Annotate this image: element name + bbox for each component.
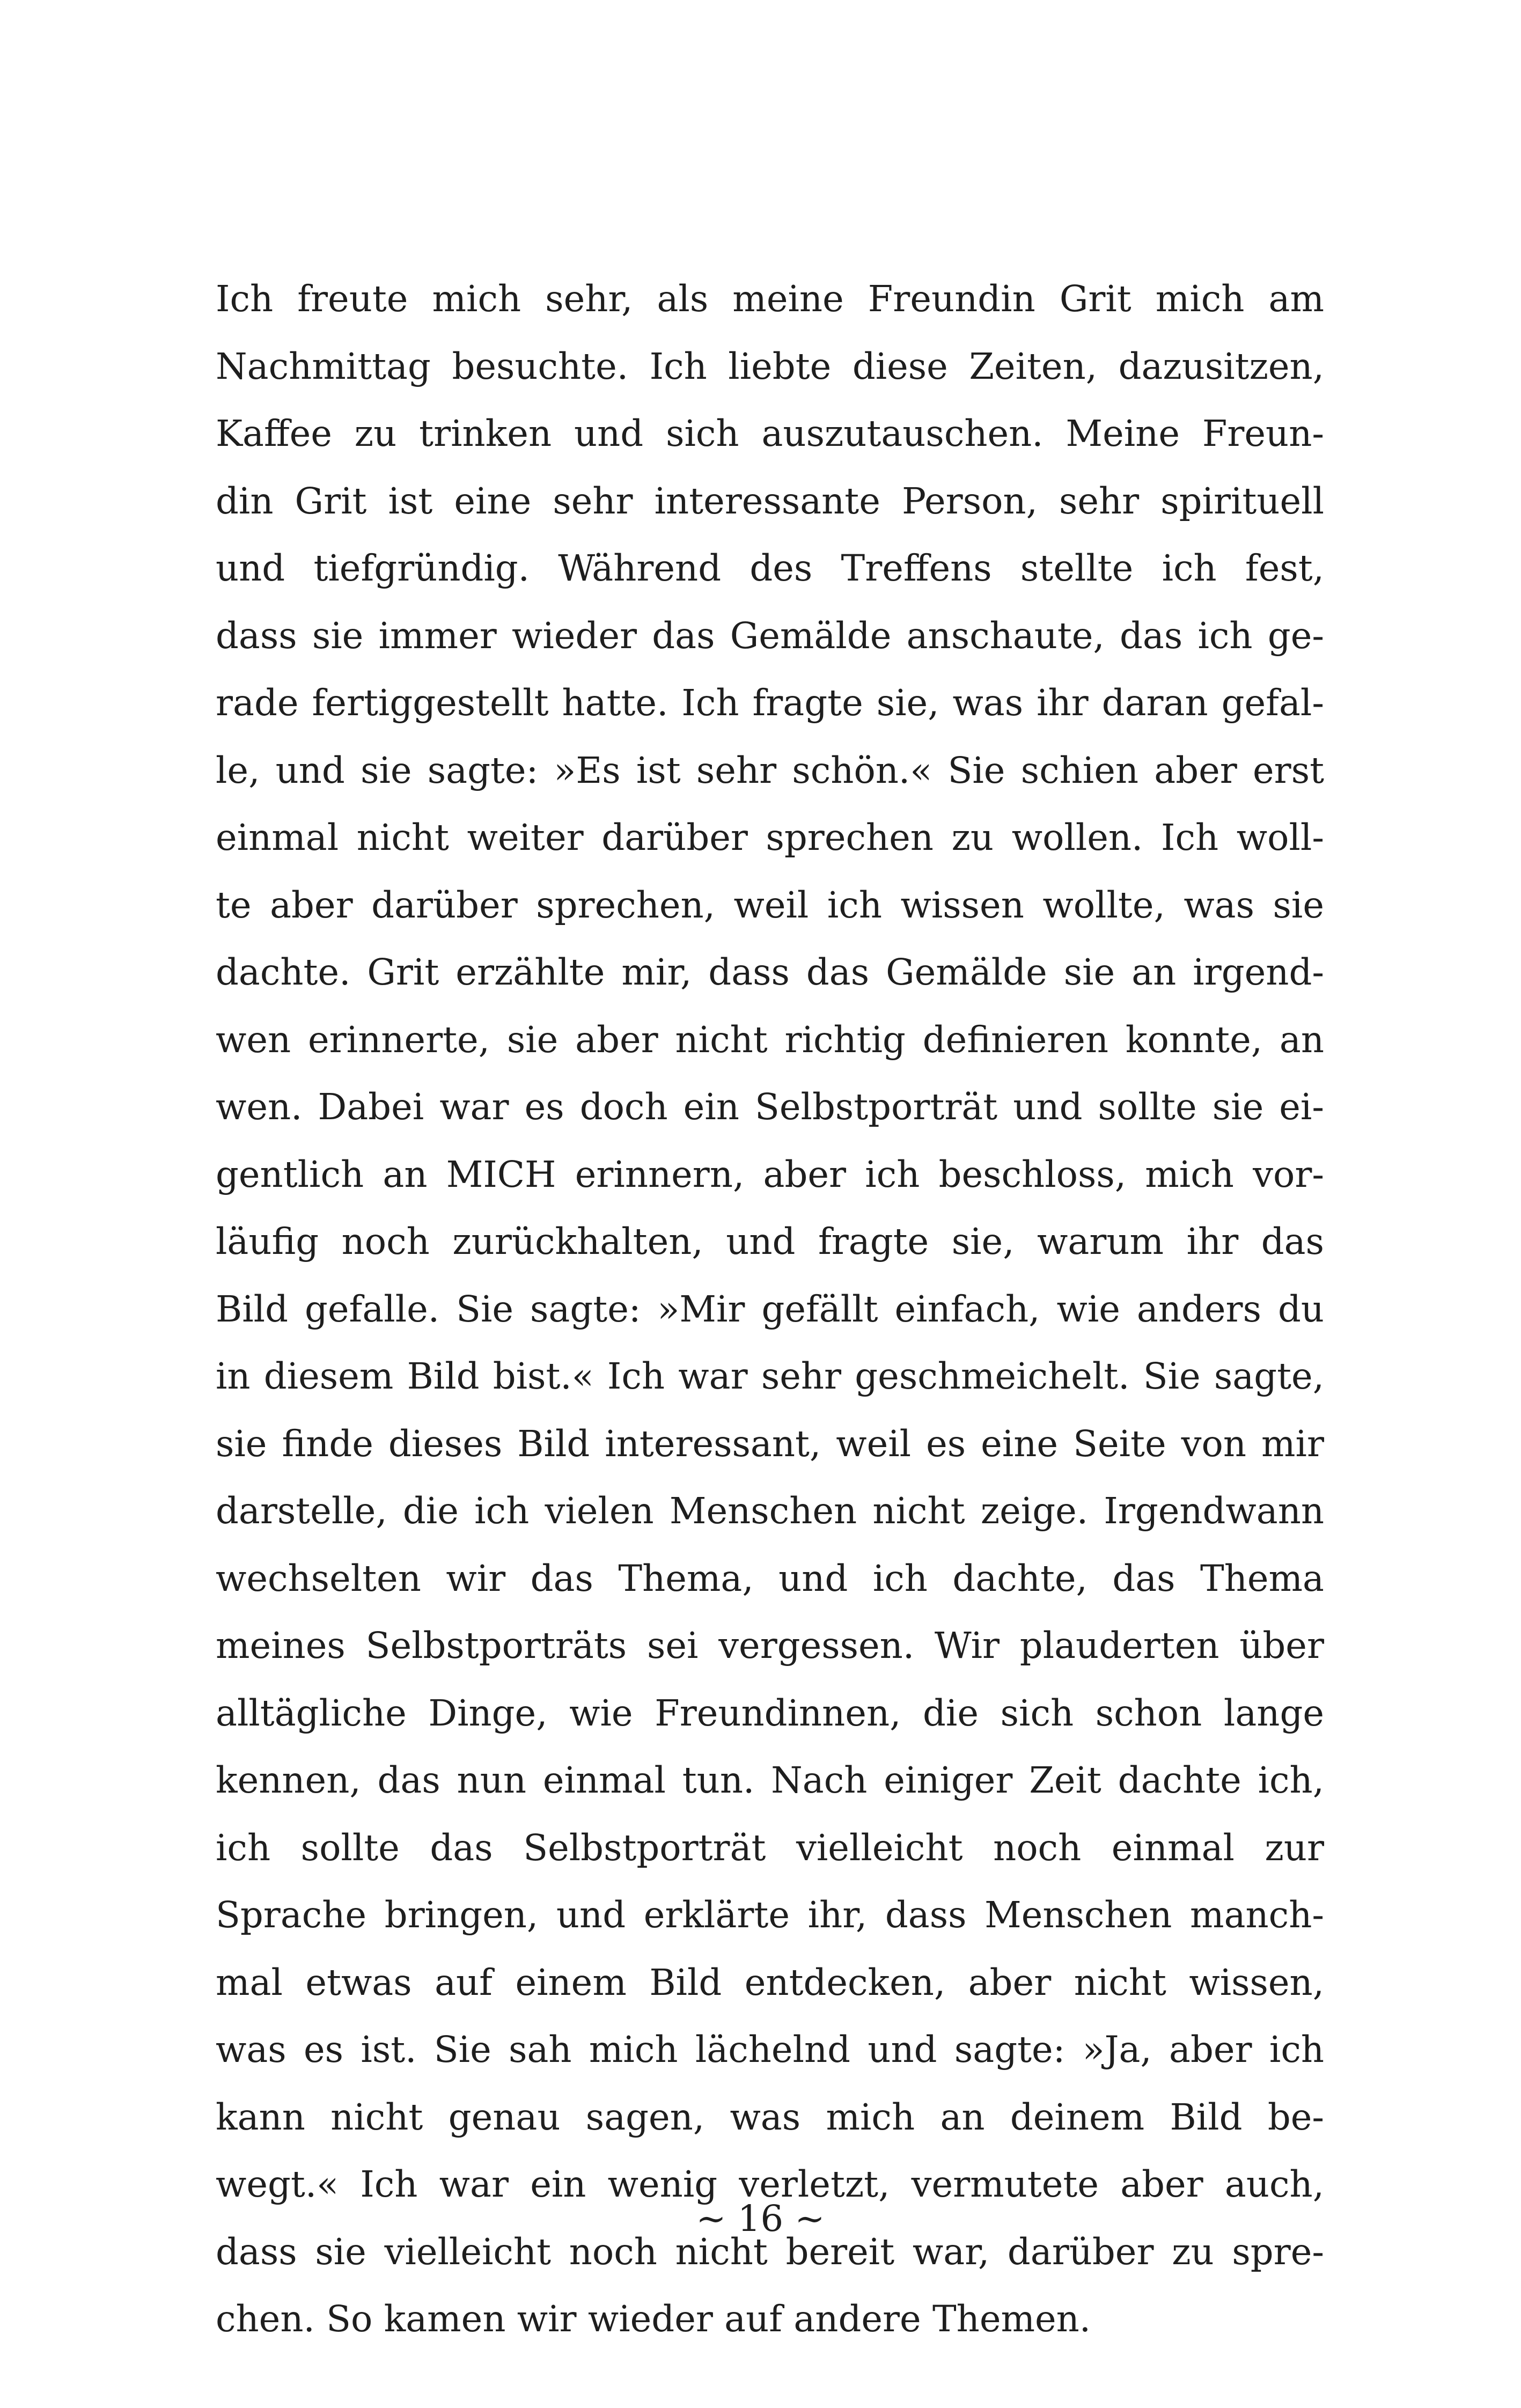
text-line: dachte. Grit erzählte mir, dass das Gemälde sie an irgend- — [216, 951, 1324, 993]
text-line: kennen, das nun einmal tun. Nach einiger Zeit dachte ich, — [216, 1759, 1324, 1801]
text-line: wegt.« Ich war ein wenig verletzt, vermutete aber auch, — [216, 2163, 1324, 2205]
text-line: einmal nicht weiter darüber sprechen zu wollen. Ich woll- — [216, 817, 1324, 858]
text-line: Nachmittag besuchte. Ich liebte diese Zeiten, dazusitzen, — [216, 345, 1324, 387]
text-line: meines Selbstporträts sei vergessen. Wir plauderten über — [216, 1625, 1324, 1666]
text-line: Kaffee zu trinken und sich auszutauschen. Meine Freun- — [216, 413, 1324, 454]
body-text — [216, 266, 1324, 2353]
text-line: wen erinnerte, sie aber nicht richtig definieren konnte, an — [216, 1018, 1324, 1061]
text-line: Ich freute mich sehr, als meine Freundin Grit mich am — [216, 278, 1324, 320]
text-line: läufig noch zurückhalten, und fragte sie, warum ihr das — [216, 1221, 1324, 1262]
text-line: mal etwas auf einem Bild entdecken, aber nicht wissen, — [216, 1961, 1324, 2003]
text-line: kann nicht genau sagen, was mich an deinem Bild be- — [216, 2096, 1324, 2138]
text-line: was es ist. Sie sah mich lächelnd und sagte: »Ja, aber ich — [216, 2029, 1324, 2071]
text-line: wen. Dabei war es doch ein Selbstporträt und sollte sie ei- — [216, 1086, 1324, 1128]
text-line: ich sollte das Selbstporträt vielleicht noch einmal zur — [216, 1826, 1324, 1869]
text-line: dass sie vielleicht noch nicht bereit war, darüber zu spre- — [216, 2230, 1324, 2273]
text-line: in diesem Bild bist.« Ich war sehr geschmeichelt. Sie sagte, — [216, 1355, 1324, 1397]
text-line: alltägliche Dinge, wie Freundinnen, die sich schon lange — [216, 1692, 1324, 1734]
page-number: ~ 16 ~ — [696, 2198, 825, 2240]
text-line: wechselten wir das Thema, und ich dachte, das Thema — [216, 1557, 1324, 1599]
text-line: Bild gefalle. Sie sagte: »Mir gefällt einfach, wie anders du — [216, 1288, 1324, 1330]
text-line: din Grit ist eine sehr interessante Person, sehr spirituell — [216, 480, 1324, 522]
text-line: und tiefgründig. Während des Treffens stellte ich fest, — [216, 547, 1324, 589]
text-line: gentlich an MICH erinnern, aber ich beschloss, mich vor- — [216, 1153, 1324, 1195]
text-line: rade fertiggestellt hatte. Ich fragte sie, was ihr daran gefal- — [216, 682, 1324, 724]
text-line: Sprache bringen, und erklärte ihr, dass Menschen manch- — [216, 1894, 1324, 1936]
text-line: te aber darüber sprechen, weil ich wissen wollte, was sie — [216, 884, 1324, 926]
text-line: darstelle, die ich vielen Menschen nicht zeige. Irgendwann — [216, 1490, 1324, 1532]
text-line: le, und sie sagte: »Es ist sehr schön.« Sie schien aber erst — [216, 749, 1324, 791]
text-line-last: chen. So kamen wir wieder auf andere Themen. — [216, 2298, 1091, 2340]
text-line: sie finde dieses Bild interessant, weil es eine Seite von mir — [216, 1422, 1324, 1465]
text-line: dass sie immer wieder das Gemälde anschaute, das ich ge- — [216, 614, 1324, 657]
